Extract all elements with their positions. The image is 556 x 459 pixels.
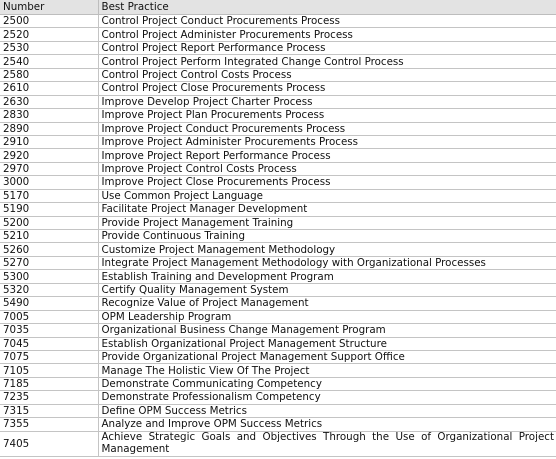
number-cell: 7035 (0, 324, 98, 337)
table-row (0, 377, 556, 390)
best-practice-cell: Provide Project Management Training (98, 216, 556, 229)
table-row (0, 270, 556, 283)
table-row (0, 324, 556, 337)
number-cell: 7075 (0, 350, 98, 363)
table-row (0, 431, 556, 456)
best-practice-cell: Demonstrate Professionalism Competency (98, 391, 556, 404)
table-row (0, 82, 556, 95)
number-cell: 7105 (0, 364, 98, 377)
number-cell: 2530 (0, 41, 98, 54)
table-row (0, 28, 556, 41)
table-row (0, 95, 556, 108)
best-practice-cell: Facilitate Project Manager Development (98, 203, 556, 216)
table-row (0, 122, 556, 135)
number-cell: 2910 (0, 135, 98, 148)
best-practice-cell: Recognize Value of Project Management (98, 297, 556, 310)
best-practice-cell: Achieve Strategic Goals and Objectives Through the Use of Organizational Project Management (98, 431, 556, 456)
best-practice-cell: Use Common Project Language (98, 189, 556, 202)
best-practice-cell: Certify Quality Management System (98, 283, 556, 296)
number-cell: 2830 (0, 109, 98, 122)
number-cell: 5170 (0, 189, 98, 202)
number-cell: 2890 (0, 122, 98, 135)
best-practice-cell: Improve Project Administer Procurements Process (98, 135, 556, 148)
table-row (0, 203, 556, 216)
best-practice-cell: Analyze and Improve OPM Success Metrics (98, 418, 556, 431)
best-practice-cell: Demonstrate Communicating Competency (98, 377, 556, 390)
number-cell: 5270 (0, 256, 98, 269)
number-cell: 2540 (0, 55, 98, 68)
best-practice-cell: Integrate Project Management Methodology with Organizational Processes (98, 256, 556, 269)
table-row (0, 176, 556, 189)
best-practice-cell: Improve Project Control Costs Process (98, 162, 556, 175)
header-row (0, 0, 556, 15)
best-practice-cell: Improve Project Plan Procurements Process (98, 109, 556, 122)
best-practice-cell: Control Project Perform Integrated Change Control Process (98, 55, 556, 68)
number-cell: 5300 (0, 270, 98, 283)
number-cell: 7185 (0, 377, 98, 390)
number-cell: 7235 (0, 391, 98, 404)
best-practice-cell: Improve Develop Project Charter Process (98, 95, 556, 108)
table-row (0, 256, 556, 269)
table-row (0, 189, 556, 202)
table-row (0, 41, 556, 54)
table-row (0, 162, 556, 175)
best-practice-cell: Improve Project Report Performance Process (98, 149, 556, 162)
number-cell: 2970 (0, 162, 98, 175)
number-cell: 2520 (0, 28, 98, 41)
table-row (0, 15, 556, 28)
table-row (0, 216, 556, 229)
number-cell: 2630 (0, 95, 98, 108)
number-cell: 2920 (0, 149, 98, 162)
number-cell: 5320 (0, 283, 98, 296)
number-cell: 5200 (0, 216, 98, 229)
table-row (0, 404, 556, 417)
number-cell: 7355 (0, 418, 98, 431)
number-cell: 5190 (0, 203, 98, 216)
table-row (0, 297, 556, 310)
column-header-number: Number (0, 0, 98, 15)
column-header-best-practice: Best Practice (98, 0, 556, 15)
best-practice-cell: Establish Organizational Project Management Structure (98, 337, 556, 350)
best-practice-cell: Improve Project Close Procurements Process (98, 176, 556, 189)
table-row (0, 310, 556, 323)
number-cell: 5260 (0, 243, 98, 256)
best-practice-cell: Improve Project Conduct Procurements Process (98, 122, 556, 135)
best-practice-cell: Control Project Administer Procurements Process (98, 28, 556, 41)
table-row (0, 135, 556, 148)
table-row (0, 391, 556, 404)
number-cell: 7315 (0, 404, 98, 417)
table-row (0, 350, 556, 363)
best-practice-cell: Establish Training and Development Program (98, 270, 556, 283)
best-practice-cell: Control Project Report Performance Process (98, 41, 556, 54)
table-row (0, 149, 556, 162)
number-cell: 5490 (0, 297, 98, 310)
table-row (0, 283, 556, 296)
best-practice-cell: Define OPM Success Metrics (98, 404, 556, 417)
table-header (0, 0, 556, 15)
best-practice-cell: Control Project Close Procurements Process (98, 82, 556, 95)
table-row (0, 109, 556, 122)
table-row (0, 364, 556, 377)
best-practice-cell: Provide Organizational Project Management Support Office (98, 350, 556, 363)
table-row (0, 55, 556, 68)
number-cell: 2500 (0, 15, 98, 28)
table-row (0, 230, 556, 243)
table-body (0, 15, 556, 457)
best-practice-cell: OPM Leadership Program (98, 310, 556, 323)
table-row (0, 68, 556, 81)
number-cell: 3000 (0, 176, 98, 189)
table-row (0, 243, 556, 256)
number-cell: 2580 (0, 68, 98, 81)
best-practice-cell: Control Project Control Costs Process (98, 68, 556, 81)
number-cell: 2610 (0, 82, 98, 95)
best-practice-cell: Organizational Business Change Management Program (98, 324, 556, 337)
number-cell: 5210 (0, 230, 98, 243)
best-practice-cell: Customize Project Management Methodology (98, 243, 556, 256)
best-practice-cell: Manage The Holistic View Of The Project (98, 364, 556, 377)
number-cell: 7045 (0, 337, 98, 350)
best-practice-cell: Control Project Conduct Procurements Process (98, 15, 556, 28)
best-practice-cell: Provide Continuous Training (98, 230, 556, 243)
table-row (0, 418, 556, 431)
number-cell: 7005 (0, 310, 98, 323)
number-cell: 7405 (0, 431, 98, 456)
table-row (0, 337, 556, 350)
